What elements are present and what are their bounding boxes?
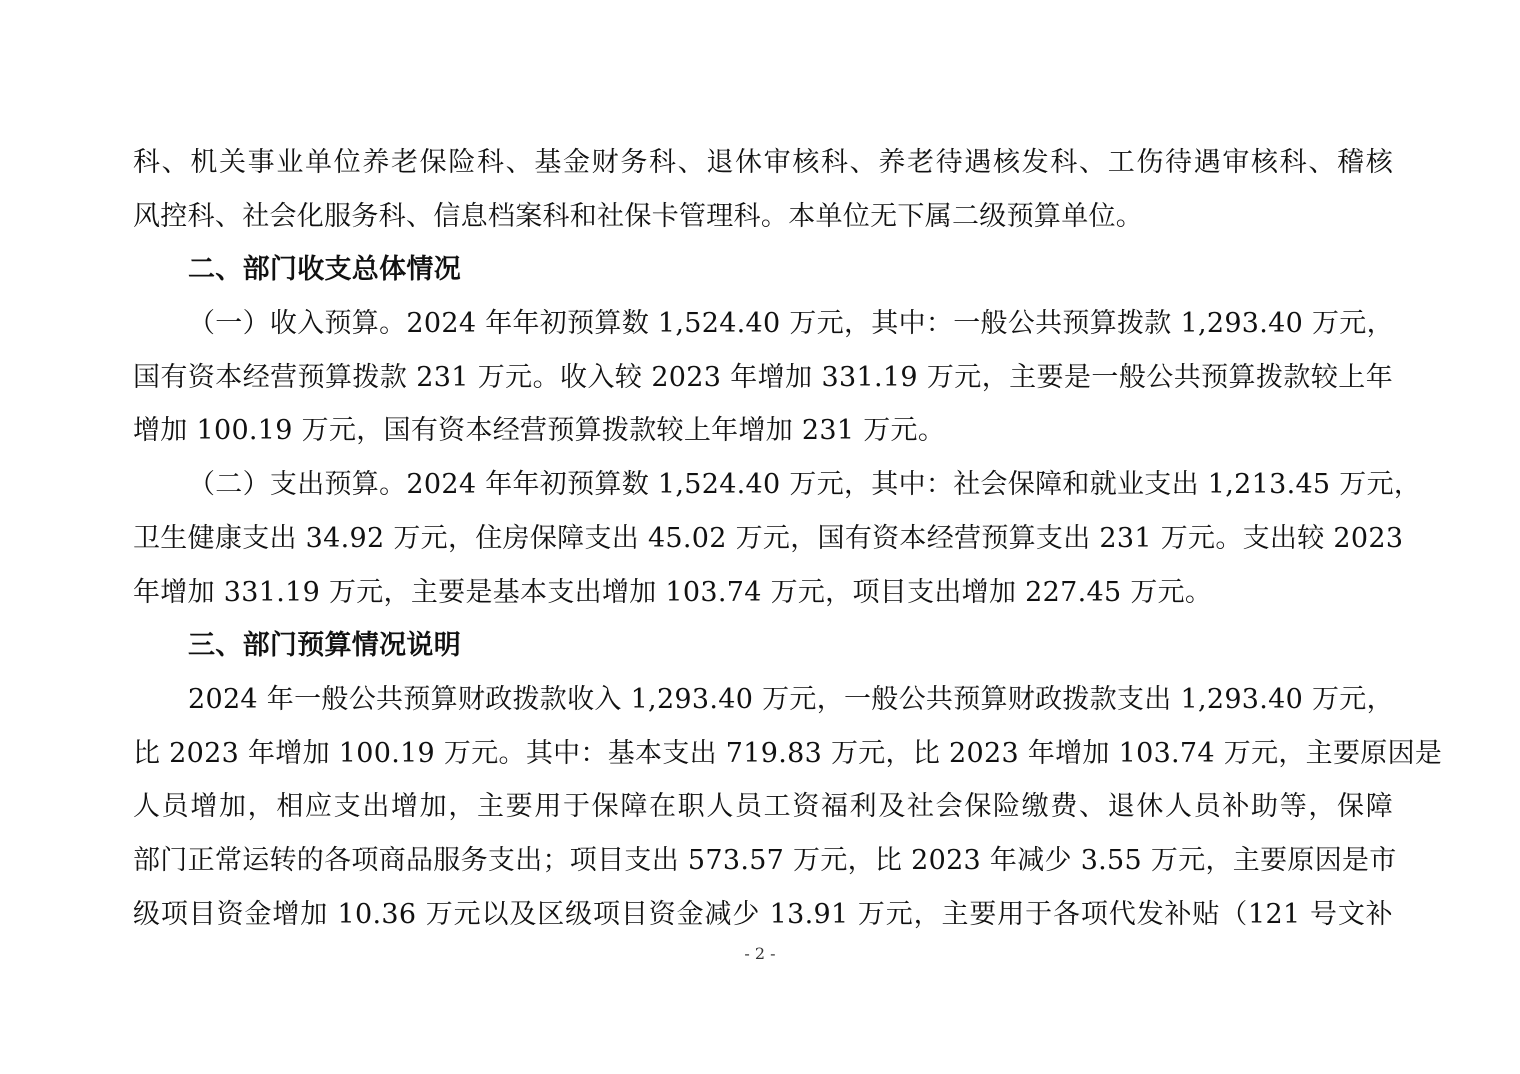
paragraph-line: 级项目资金增加 10.36 万元以及区级项目资金减少 13.91 万元，主要用于各项代发补贴（121 号文补: [133, 898, 1393, 930]
section-heading: 三、部门预算情况说明: [188, 630, 461, 662]
body-text: [133, 136, 1443, 941]
paragraph-line: 人员增加，相应支出增加，主要用于保障在职人员工资福利及社会保险缴费、退休人员补助等，保障: [133, 791, 1393, 823]
paragraph-line: 部门正常运转的各项商品服务支出；项目支出 573.57 万元，比 2023 年减少 3.55 万元，主要原因是市: [133, 844, 1397, 876]
paragraph-line: 增加 100.19 万元，国有资本经营预算拨款较上年增加 231 万元。: [133, 415, 946, 447]
paragraph-line: （一）收入预算。2024 年年初预算数 1,524.40 万元，其中：一般公共预算拨款 1,293.40 万元，: [188, 308, 1394, 340]
paragraph-line: 国有资本经营预算拨款 231 万元。收入较 2023 年增加 331.19 万元，主要是一般公共预算拨款较上年: [133, 361, 1393, 393]
section-heading: 二、部门收支总体情况: [188, 254, 461, 286]
page-number: - 2 -: [744, 944, 776, 963]
paragraph-line: 卫生健康支出 34.92 万元，住房保障支出 45.02 万元，国有资本经营预算支出 231 万元。支出较 2023: [133, 522, 1404, 554]
paragraph-line: （二）支出预算。2024 年年初预算数 1,524.40 万元，其中：社会保障和就业支出 1,213.45 万元，: [188, 469, 1422, 501]
paragraph-line: 风控科、社会化服务科、信息档案科和社保卡管理科。本单位无下属二级预算单位。: [133, 200, 1144, 232]
paragraph-line: 年增加 331.19 万元，主要是基本支出增加 103.74 万元，项目支出增加 227.45 万元。: [133, 576, 1213, 608]
paragraph-line: 科、机关事业单位养老保险科、基金财务科、退休审核科、养老待遇核发科、工伤待遇审核科、稽核: [133, 147, 1393, 178]
paragraph-line: 比 2023 年增加 100.19 万元。其中：基本支出 719.83 万元，比 2023 年增加 103.74 万元，主要原因是: [133, 737, 1443, 769]
paragraph-line: 2024 年一般公共预算财政拨款收入 1,293.40 万元，一般公共预算财政拨款支出 1,293.40 万元，: [188, 683, 1394, 715]
